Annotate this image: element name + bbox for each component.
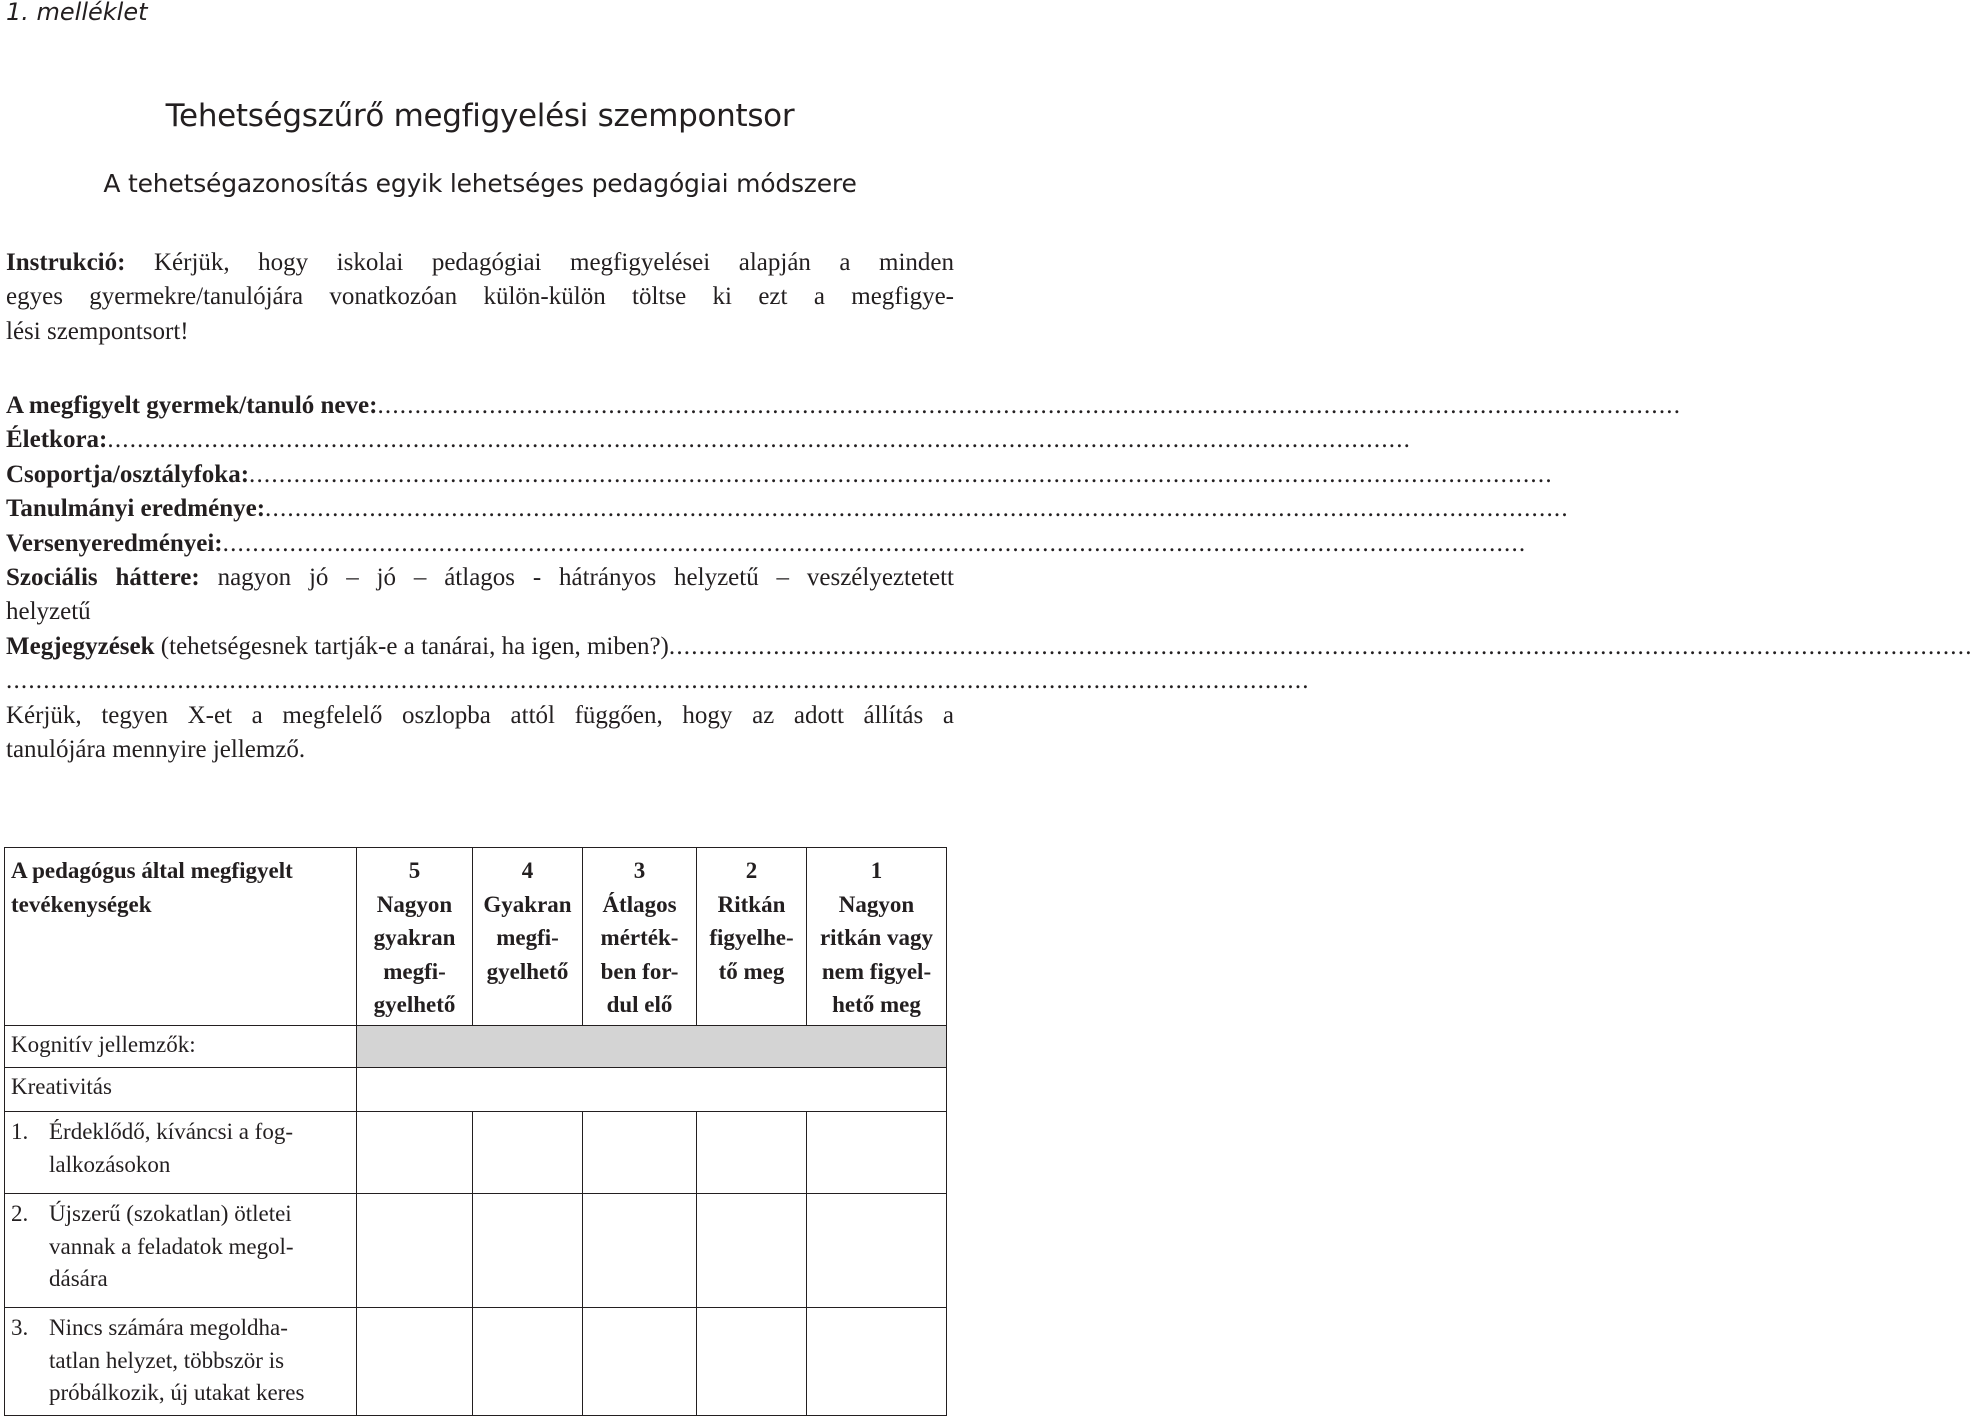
- request-line-2: tanulójára mennyire jellemző.: [6, 735, 306, 763]
- header-col-1-line: nem figyel-: [821, 958, 932, 984]
- remarks-text: (tehetségesnek tartják-e a tanárai, ha igen, miben?): [160, 632, 669, 660]
- header-col-3: [583, 848, 697, 1026]
- request-line-1: Kérjük, tegyen X-et a megfelelő oszlopba attól függően, hogy az adott állítás a: [6, 701, 954, 729]
- page-title: Tehetségszűrő megfigyelési szempontsor: [165, 98, 795, 134]
- section-creativity: Kreativitás: [5, 1068, 357, 1112]
- field-age[interactable]: [6, 423, 1412, 457]
- rating-cell-1[interactable]: [807, 1194, 947, 1308]
- header-col-4: [473, 848, 583, 1026]
- section-cognitive-shaded: [357, 1026, 947, 1068]
- field-results-label: Tanulmányi eredménye:: [6, 495, 266, 523]
- item-text-line: Újszerű (szokatlan) ötletei: [49, 1201, 292, 1226]
- item-3: [5, 1308, 357, 1416]
- item-text-line: Nincs számára megoldha-: [49, 1315, 288, 1340]
- rating-cell-5[interactable]: [357, 1112, 473, 1194]
- header-col-3-line: ben for-: [600, 958, 679, 984]
- header-col-5-line: megfi-: [383, 958, 446, 984]
- header-col-2-num: 2: [745, 858, 758, 883]
- header-col-5-line: Nagyon: [376, 891, 453, 917]
- rating-cell-3[interactable]: [583, 1112, 697, 1194]
- header-col-5-line: gyakran: [373, 925, 456, 950]
- header-col-2-line: Ritkán: [717, 891, 786, 917]
- field-name-dots: ...............................................................................................................................................................................: [377, 392, 1682, 419]
- table-row: [5, 1308, 947, 1416]
- rating-cell-1[interactable]: [807, 1308, 947, 1416]
- header-activity-line-1: A pedagógus által megfigyelt: [11, 858, 293, 883]
- item-text-line: Érdeklődő, kíváncsi a fog-: [49, 1119, 293, 1144]
- field-competitions[interactable]: [6, 527, 1527, 561]
- social-background-line-2: helyzetű: [6, 598, 91, 626]
- header-col-5-line: gyelhető: [373, 992, 456, 1017]
- item-text-line: vannak a feladatok megol-: [49, 1233, 294, 1259]
- item-1: [5, 1112, 357, 1194]
- header-col-4-line: gyelhető: [486, 958, 569, 984]
- remarks-line-2[interactable]: [6, 664, 1310, 698]
- header-col-3-num: 3: [633, 858, 646, 883]
- item-2: [5, 1194, 357, 1308]
- header-col-1-line: ritkán vagy: [819, 925, 934, 950]
- item-number: 3.: [11, 1315, 29, 1340]
- social-background-label: Szociális háttere:: [6, 563, 200, 591]
- remarks-line-1[interactable]: [6, 630, 1973, 664]
- rating-cell-4[interactable]: [473, 1112, 583, 1194]
- instruction-line-3: lési szempontsort!: [6, 317, 189, 345]
- section-cognitive: Kognitív jellemzők:: [5, 1026, 357, 1068]
- instruction-label: Instrukció:: [6, 249, 126, 276]
- section-row-creativity: [5, 1068, 947, 1112]
- header-col-5-num: 5: [408, 858, 421, 883]
- item-number: 1.: [11, 1119, 29, 1144]
- social-background-options: nagyon jó – jó – átlagos - hátrányos helyzetű – veszélyeztetett: [217, 563, 954, 591]
- header-col-1-line: Nagyon: [838, 891, 915, 917]
- table-header-row: [5, 848, 947, 1026]
- instruction-text-1: Kérjük, hogy iskolai pedagógiai megfigyelései alapján a minden: [153, 249, 954, 276]
- header-col-1-num: 1: [870, 858, 883, 883]
- section-row-cognitive: [5, 1026, 947, 1068]
- item-number: 2.: [11, 1201, 29, 1226]
- header-col-4-num: 4: [521, 858, 534, 883]
- header-col-3-line: Átlagos: [602, 891, 677, 917]
- header-col-4-line: Gyakran: [483, 891, 572, 917]
- rating-cell-4[interactable]: [473, 1194, 583, 1308]
- rating-cell-5[interactable]: [357, 1194, 473, 1308]
- instruction-line-1: [6, 246, 954, 280]
- field-results-dots: ...............................................................................................................................................................................: [265, 495, 1569, 523]
- field-competitions-dots: ...............................................................................................................................................................................: [222, 529, 1527, 557]
- rating-cell-3[interactable]: [583, 1194, 697, 1308]
- field-results[interactable]: [6, 492, 1569, 526]
- instruction-line-2: egyes gyermekre/tanulójára vonatkozóan külön-külön töltse ki ezt a megfigye-: [6, 283, 954, 311]
- rating-cell-3[interactable]: [583, 1308, 697, 1416]
- header-activity-line-2: tevékenységek: [11, 891, 152, 917]
- student-fields: [6, 389, 1973, 767]
- header-col-2: [697, 848, 807, 1026]
- field-group-label: Csoportja/osztályfoka:: [6, 460, 250, 488]
- header-col-2-line: figyelhe-: [709, 925, 794, 950]
- instruction-paragraph: [6, 246, 954, 349]
- observation-table: [4, 847, 947, 1416]
- header-col-3-line: dul elő: [606, 992, 673, 1017]
- rating-cell-5[interactable]: [357, 1308, 473, 1416]
- field-name[interactable]: [6, 389, 1682, 423]
- item-text-line: próbálkozik, új utakat keres: [49, 1380, 305, 1405]
- field-group-dots: ...............................................................................................................................................................................: [249, 460, 1553, 488]
- field-age-dots: ...............................................................................................................................................................................: [107, 426, 1412, 454]
- rating-cell-4[interactable]: [473, 1308, 583, 1416]
- rating-cell-1[interactable]: [807, 1112, 947, 1194]
- header-col-5: [357, 848, 473, 1026]
- field-competitions-label: Versenyeredményei:: [6, 529, 223, 557]
- table-row: [5, 1194, 947, 1308]
- item-text-line: tatlan helyzet, többször is: [49, 1347, 285, 1373]
- rating-cell-2[interactable]: [697, 1194, 807, 1308]
- remarks-dots-1: ...............................................................................................................................................................................: [668, 632, 1973, 660]
- rating-cell-2[interactable]: [697, 1112, 807, 1194]
- page-subtitle: A tehetségazonosítás egyik lehetséges pedagógiai módszere: [103, 169, 857, 198]
- remarks-dots-2: ...............................................................................................................................................................................: [6, 667, 1310, 695]
- header-activity: [5, 848, 357, 1026]
- social-background-line-1[interactable]: [6, 561, 954, 595]
- header-col-3-line: mérték-: [600, 925, 679, 950]
- section-creativity-empty: [357, 1068, 947, 1112]
- header-col-4-line: megfi-: [496, 925, 559, 950]
- field-age-label: Életkora:: [6, 426, 108, 454]
- rating-cell-2[interactable]: [697, 1308, 807, 1416]
- table-row: [5, 1112, 947, 1194]
- annex-label: 1. melléklet: [6, 0, 148, 26]
- item-text-line: dására: [49, 1266, 108, 1291]
- header-col-1: [807, 848, 947, 1026]
- field-name-label: A megfigyelt gyermek/tanuló neve:: [6, 392, 378, 419]
- header-col-2-line: tő meg: [718, 958, 785, 984]
- header-col-1-line: hető meg: [832, 992, 921, 1017]
- remarks-label: Megjegyzések: [6, 632, 155, 660]
- item-text-line: lalkozásokon: [49, 1151, 171, 1177]
- field-group[interactable]: [6, 458, 1553, 492]
